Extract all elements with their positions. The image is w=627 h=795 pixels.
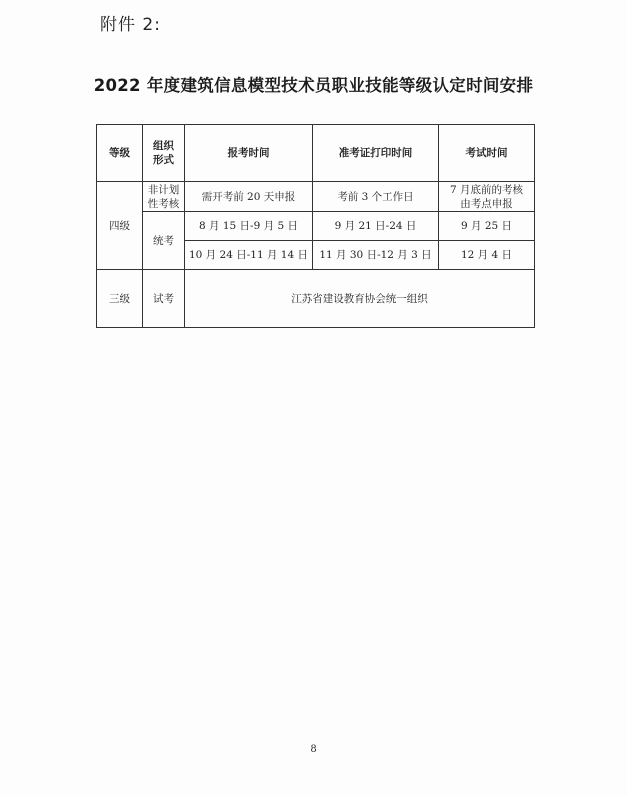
level3-cell: 三级 [97, 270, 143, 328]
unplanned-exam-cell: 7 月底前的考核 由考点申报 [439, 182, 535, 212]
unplanned-registration-cell: 需开考前 20 天申报 [185, 182, 313, 212]
header-format: 组织 形式 [143, 125, 185, 182]
level3-format-cell: 试考 [143, 270, 185, 328]
session1-exam-cell: 9 月 25 日 [439, 212, 535, 241]
table-header-row [97, 125, 535, 182]
page-number: 8 [310, 744, 317, 755]
session2-registration-cell: 10 月 24 日-11 月 14 日 [185, 241, 313, 270]
unplanned-format-cell: 非计划 性考核 [143, 182, 185, 212]
session1-registration-cell: 8 月 15 日-9 月 5 日 [185, 212, 313, 241]
table-row [97, 182, 535, 212]
table-row [97, 270, 535, 328]
session2-exam-cell: 12 月 4 日 [439, 241, 535, 270]
level3-organizer-cell: 江苏省建设教育协会统一组织 [185, 270, 535, 328]
document-title: 2022 年度建筑信息模型技术员职业技能等级认定时间安排 [93, 76, 534, 95]
table-row [97, 212, 535, 241]
session1-admission-cell: 9 月 21 日-24 日 [313, 212, 439, 241]
header-exam-time: 考试时间 [439, 125, 535, 182]
unplanned-admission-cell: 考前 3 个工作日 [313, 182, 439, 212]
header-level: 等级 [97, 125, 143, 182]
level4-cell: 四级 [97, 182, 143, 270]
attachment-label: 附件 2: [100, 15, 161, 35]
header-registration-time: 报考时间 [185, 125, 313, 182]
session2-admission-cell: 11 月 30 日-12 月 3 日 [313, 241, 439, 270]
schedule-table [96, 124, 535, 328]
header-admission-print-time: 准考证打印时间 [313, 125, 439, 182]
unified-format-cell: 统考 [143, 212, 185, 270]
